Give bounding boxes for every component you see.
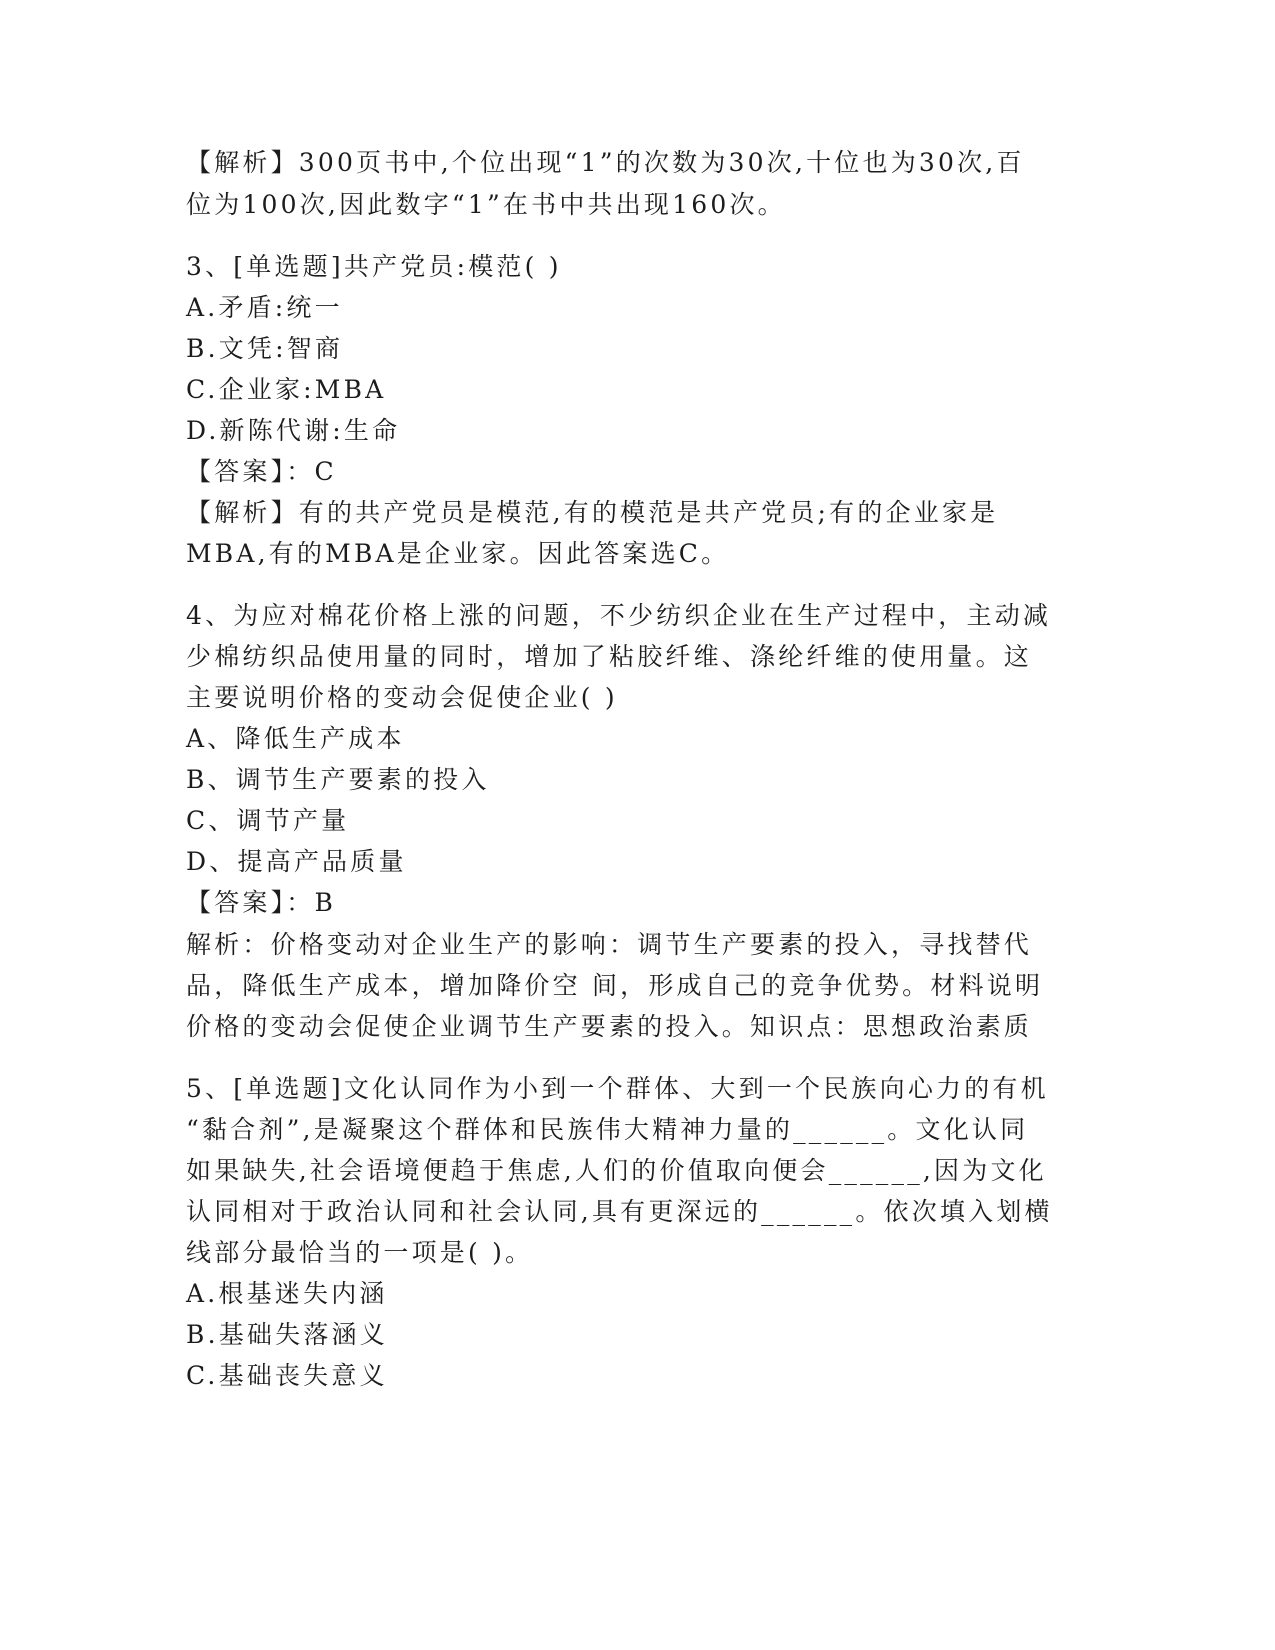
question-5-stem: 线部分最恰当的一项是( )。 <box>186 1238 534 1267</box>
question-4-stem: 4、为应对棉花价格上涨的问题，不少纺织企业在生产过程中，主动减 <box>186 601 1052 630</box>
analysis-line: 【解析】有的共产党员是模范,有的模范是共产党员;有的企业家是 <box>186 498 999 527</box>
analysis-line: MBA,有的MBA是企业家。因此答案选C。 <box>186 539 730 568</box>
option-d: D、提高产品质量 <box>186 847 407 876</box>
analysis-line: 价格的变动会促使企业调节生产要素的投入。知识点：思想政治素质 <box>186 1012 1033 1041</box>
option-a: A.根基迷失内涵 <box>186 1279 388 1308</box>
option-c: C、调节产量 <box>186 806 350 835</box>
answer-line: 【答案】：C <box>186 457 337 486</box>
option-c: C.基础丧失意义 <box>186 1361 388 1390</box>
option-c: C.企业家:MBA <box>186 375 387 404</box>
option-a: A.矛盾:统一 <box>186 293 343 322</box>
question-4-stem: 主要说明价格的变动会促使企业( ) <box>186 683 618 712</box>
question-4-stem: 少棉纺织品使用量的同时，增加了粘胶纤维、涤纶纤维的使用量。这 <box>186 642 1033 671</box>
question-5-stem: “黏合剂”,是凝聚这个群体和民族伟大精神力量的______。文化认同 <box>186 1115 1029 1144</box>
question-5-stem: 5、[单选题]文化认同作为小到一个群体、大到一个民族向心力的有机 <box>186 1074 1049 1103</box>
answer-line: 【答案】：B <box>186 888 337 917</box>
text-line: 位为100次,因此数字“1”在书中共出现160次。 <box>186 190 786 219</box>
option-b: B.基础失落涵义 <box>186 1320 388 1349</box>
question-5-stem: 认同相对于政治认同和社会认同,具有更深远的______。依次填入划横 <box>186 1197 1053 1226</box>
analysis-line: 品，降低生产成本，增加降价空 间，形成自己的竞争优势。材料说明 <box>186 971 1044 1000</box>
option-b: B.文凭:智商 <box>186 334 344 363</box>
option-d: D.新陈代谢:生命 <box>186 416 401 445</box>
option-a: A、降低生产成本 <box>186 724 405 753</box>
analysis-line: 解析：价格变动对企业生产的影响：调节生产要素的投入，寻找替代 <box>186 930 1033 959</box>
question-3-stem: 3、[单选题]共产党员:模范( ) <box>186 252 562 281</box>
text-line: 【解析】300页书中,个位出现“1”的次数为30次,十位也为30次,百 <box>186 148 1025 177</box>
option-b: B、调节生产要素的投入 <box>186 765 490 794</box>
question-5-stem: 如果缺失,社会语境便趋于焦虑,人们的价值取向便会______,因为文化 <box>186 1156 1047 1185</box>
